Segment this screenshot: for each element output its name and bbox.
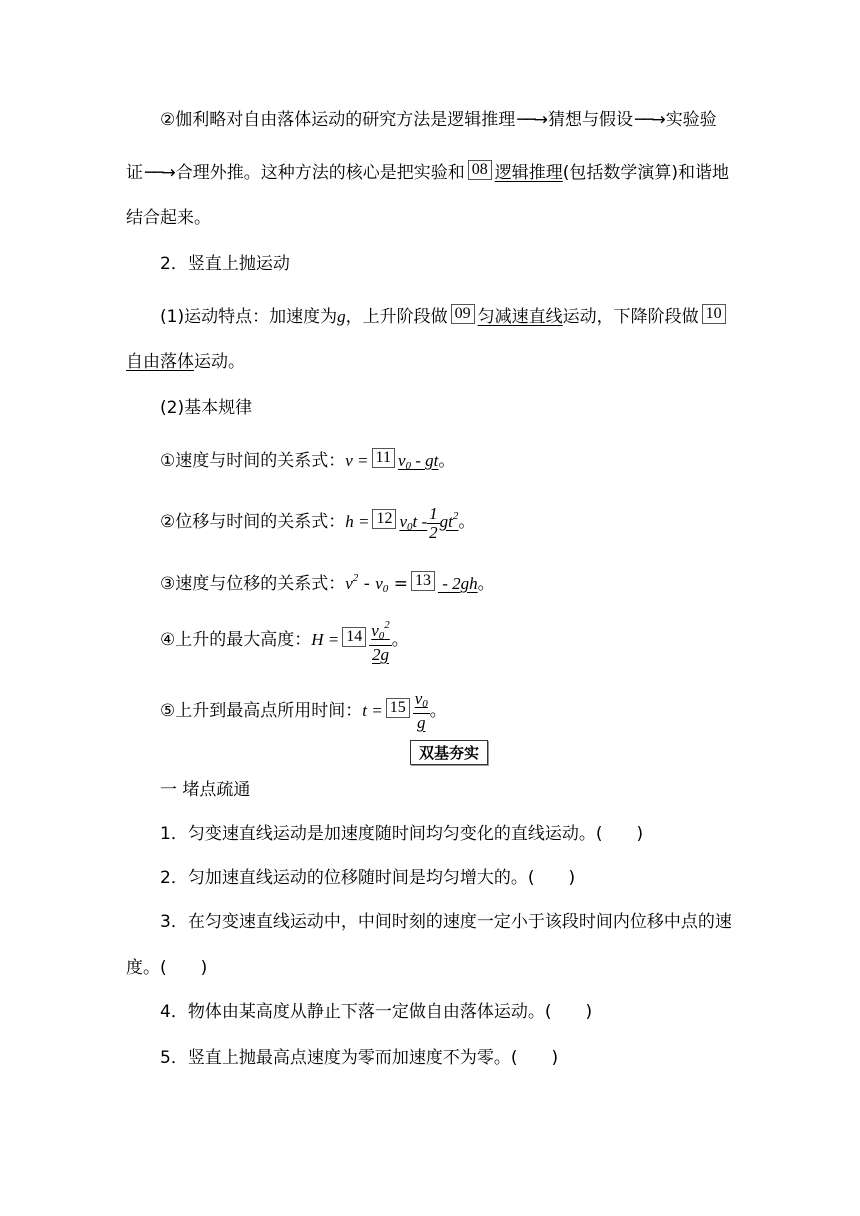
symbol-v: v (345, 574, 353, 593)
fraction-denominator: g (416, 713, 426, 732)
superscript: 2 (384, 619, 390, 631)
question-1 (160, 822, 643, 846)
answer-rest: - gt (410, 451, 439, 470)
formula-label: ④上升的最大高度： (160, 630, 312, 650)
answer-13: - 2gh (437, 574, 478, 593)
fraction-numerator (413, 690, 430, 714)
formula-label: ②位移与时间的关系式： (160, 512, 346, 532)
formula-lhs: t = (362, 701, 383, 720)
blank-number-10: 10 (702, 304, 726, 324)
part-heading-checkpoints (160, 778, 250, 802)
text-segment: 证 (126, 163, 143, 183)
question-3-line2 (126, 956, 207, 980)
question-text: 度。( ) (126, 958, 208, 978)
question-text: 3．在匀变速直线运动中，中间时刻的速度一定小于该段时间内位移中点的速 (160, 912, 732, 932)
superscript: 2 (452, 510, 459, 522)
formula-time-to-top (160, 690, 447, 732)
question-2 (160, 866, 575, 890)
text-segment: 运动。 (194, 352, 245, 372)
subscript: 0 (405, 460, 411, 472)
answer-08: 逻辑推理 (494, 163, 563, 183)
symbol-v: v (375, 574, 383, 593)
heading-text: 2．竖直上抛运动 (160, 254, 290, 274)
text-segment: (1)运动特点：加速度为 (160, 307, 338, 327)
question-text: 5．竖直上抛最高点速度为零而加速度不为零。( ) (160, 1048, 559, 1068)
para-method-line3 (126, 206, 211, 230)
blank-number-15: 15 (386, 698, 410, 718)
superscript: 2 (352, 572, 359, 584)
symbol-g: g (337, 307, 346, 326)
question-text: 1．匀变速直线运动是加速度随时间均匀变化的直线运动。( ) (160, 824, 644, 844)
symbol-v: v (397, 451, 406, 470)
question-text: 4．物体由某高度从静止下落一定做自由落体运动。( ) (160, 1002, 593, 1022)
subscript: 0 (422, 698, 428, 710)
formula-velocity-time (160, 448, 455, 478)
question-3-line1 (160, 910, 732, 934)
blank-number-11: 11 (372, 448, 395, 468)
formula-lhs: h = (345, 512, 370, 531)
arrow-icon: ──→ (634, 110, 664, 130)
blank-number-13: 13 (411, 571, 435, 591)
text-segment: 结合起来。 (126, 208, 211, 228)
heading-text: 一 堵点疏通 (160, 780, 251, 800)
subscript: 0 (382, 583, 389, 595)
para-motion-features-line1 (160, 304, 729, 329)
fraction-denominator: 2g (372, 645, 390, 664)
arrow-icon: ──→ (517, 110, 546, 130)
answer-part: t - (412, 512, 428, 531)
fraction-numerator: 1 (429, 503, 438, 523)
text-segment: 。 (429, 701, 447, 721)
text-segment: 猜想与假设 (547, 110, 633, 130)
answer-12 (399, 503, 459, 542)
fraction-half (427, 505, 440, 542)
para-method-line1 (160, 108, 717, 132)
text-segment: 。 (438, 451, 456, 471)
question-text: 2．匀加速直线运动的位移随时间是均匀增大的。( ) (160, 868, 576, 888)
text-segment: ②伽利略对自由落体运动的研究方法是逻辑推理 (160, 110, 516, 130)
text-segment: 。 (477, 574, 495, 594)
formula-label: ①速度与时间的关系式： (160, 451, 346, 471)
subscript: 0 (407, 521, 413, 533)
fraction-numerator (369, 616, 392, 646)
section-heading-vertical-throw (160, 252, 290, 276)
para-method-line2 (126, 160, 729, 185)
formula-velocity-displacement (160, 566, 495, 601)
text-segment: 合理外推。这种方法的核心是把实验和 (175, 163, 465, 183)
formula-max-height (160, 616, 409, 664)
answer-part: gt (439, 512, 453, 531)
subheading-basic-laws (160, 396, 252, 420)
answer-15-fraction (413, 690, 430, 732)
arrow-icon: ──→ (145, 163, 174, 183)
text-segment: 运动，下降阶段做 (562, 307, 699, 327)
answer-11 (398, 451, 438, 470)
formula-lhs: v = (345, 451, 369, 470)
text-segment: (包括数学演算)和谐地 (562, 163, 729, 183)
text-segment: ，上升阶段做 (345, 307, 448, 327)
heading-text: (2)基本规律 (160, 398, 253, 418)
blank-number-09: 09 (451, 304, 475, 324)
operator: - (358, 574, 376, 594)
formula-label: ⑤上升到最高点所用时间： (160, 701, 363, 721)
text-segment: 。 (391, 630, 409, 650)
symbol-v: v (414, 689, 423, 708)
blank-number-12: 12 (372, 509, 396, 529)
answer-10: 自由落体 (126, 352, 194, 372)
question-5 (160, 1046, 558, 1070)
formula-label: ③速度与位移的关系式： (160, 574, 346, 594)
formula-lhs: H = (311, 630, 340, 649)
question-4 (160, 1000, 592, 1024)
formula-displacement-time (160, 504, 475, 542)
symbol-v: v (399, 512, 408, 531)
operator: = (388, 574, 408, 594)
para-motion-features-line2 (126, 350, 245, 374)
answer-09: 匀减速直线 (477, 307, 563, 327)
text-segment: 实验验 (665, 110, 717, 130)
symbol-v: v (371, 621, 379, 640)
fraction-denominator: 2 (429, 522, 438, 542)
section-box-title: 双基夯实 (410, 740, 488, 765)
blank-number-08: 08 (468, 160, 492, 180)
subscript: 0 (378, 630, 385, 642)
answer-14-fraction (369, 616, 392, 664)
text-segment: 。 (458, 512, 476, 532)
blank-number-14: 14 (342, 627, 366, 647)
